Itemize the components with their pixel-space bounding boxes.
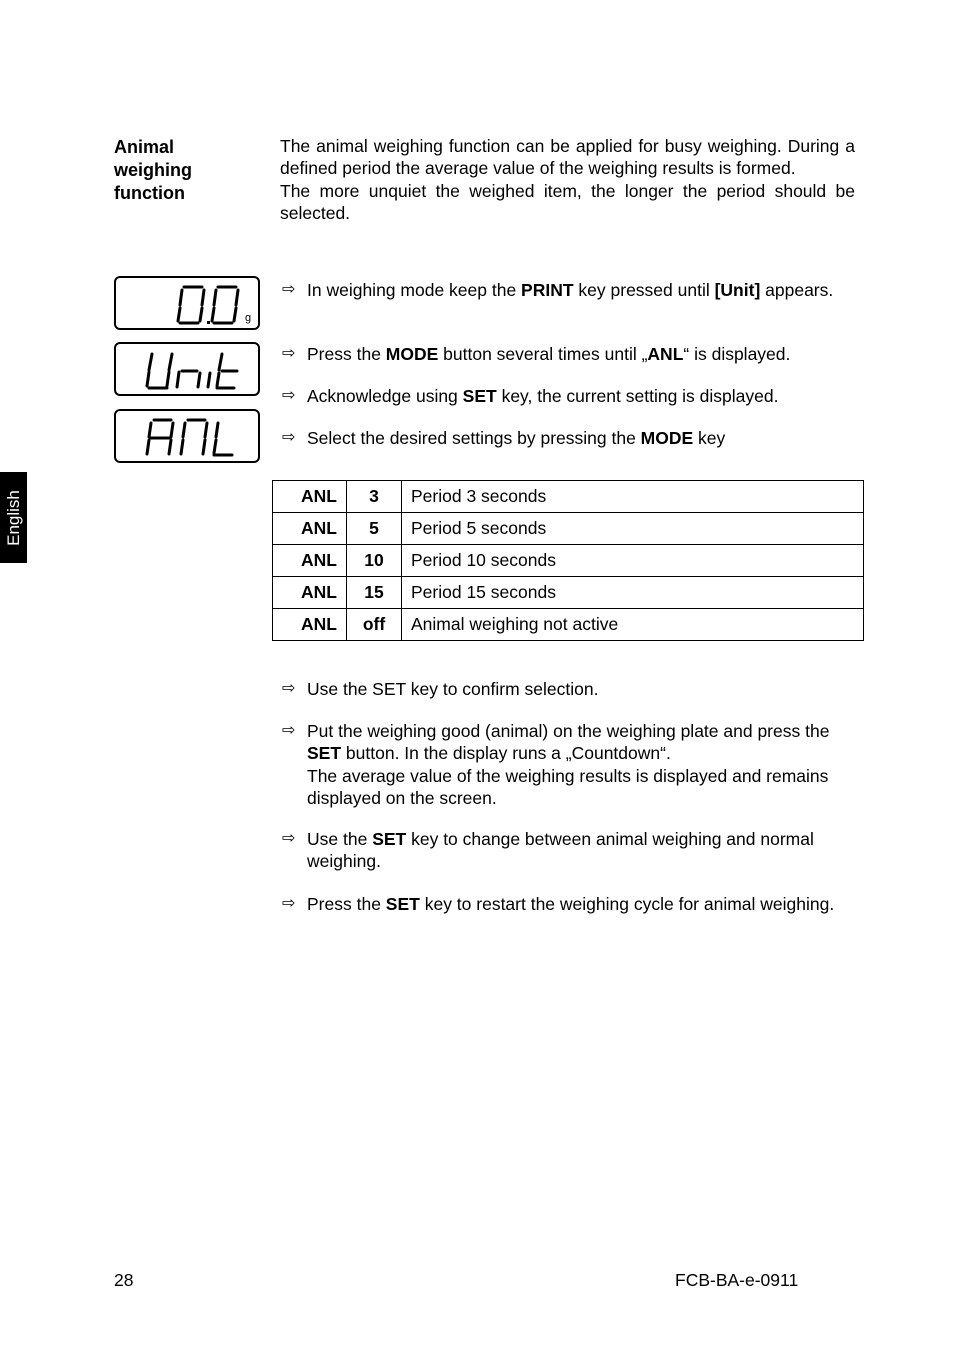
step-fragment: key to change between animal weighing and normal weighing.	[307, 829, 814, 872]
table-cell-code: ANL	[273, 577, 347, 609]
step-text	[307, 829, 814, 871]
arrow-right-icon: ⇨	[282, 722, 296, 739]
section-title-line: Animal	[114, 137, 175, 157]
step-text	[307, 386, 778, 406]
step-fragment: Put the weighing good (animal) on the weighing plate and press the	[307, 721, 830, 741]
step-text	[307, 894, 834, 914]
step-fragment: The average value of the weighing results is displayed and remains displayed on the screen.	[307, 765, 829, 808]
table-row	[273, 481, 864, 513]
display-unit-label	[114, 342, 260, 396]
table-cell-code: ANL	[273, 481, 347, 513]
intro-text	[280, 135, 855, 224]
table-cell-desc: Period 5 seconds	[402, 513, 864, 545]
step-fragment: “ is displayed.	[683, 344, 791, 364]
table-cell-code: ANL	[273, 545, 347, 577]
step-fragment: Use the SET key to confirm selection.	[307, 679, 599, 699]
lcd-digits-anl	[116, 411, 262, 465]
step-fragment: key pressed until	[573, 280, 715, 300]
step-item	[282, 279, 857, 301]
arrow-right-icon: ⇨	[282, 281, 296, 298]
step-fragment: Select the desired settings by pressing the	[307, 428, 641, 448]
arrow-right-icon: ⇨	[282, 387, 296, 404]
arrow-right-icon: ⇨	[282, 895, 296, 912]
table-cell-code: ANL	[273, 609, 347, 641]
step-keyword: SET	[462, 386, 497, 406]
arrow-right-icon: ⇨	[282, 429, 296, 446]
arrow-right-icon: ⇨	[282, 830, 296, 847]
step-item	[282, 343, 857, 365]
lcd-digits-unit	[116, 344, 262, 398]
step-fragment: key, the current setting is displayed.	[496, 386, 779, 406]
step-keyword: MODE	[640, 428, 694, 448]
table-row	[273, 577, 864, 609]
language-tab	[0, 472, 27, 563]
table-cell-desc: Period 10 seconds	[402, 545, 864, 577]
arrow-right-icon: ⇨	[282, 345, 296, 362]
step-fragment: Acknowledge using	[307, 386, 463, 406]
step-fragment: appears.	[760, 280, 834, 300]
step-keyword: SET	[385, 894, 420, 914]
table-cell-code: ANL	[273, 513, 347, 545]
step-item	[282, 427, 857, 449]
arrow-right-icon: ⇨	[282, 680, 296, 697]
step-item	[282, 893, 857, 915]
step-item	[282, 678, 857, 700]
section-title-line: function	[114, 183, 185, 203]
display-anl	[114, 409, 260, 463]
table-row	[273, 609, 864, 641]
step-text	[307, 280, 833, 300]
step-fragment: key to restart the weighing cycle for animal weighing.	[419, 894, 835, 914]
step-item	[282, 720, 857, 809]
table-row	[273, 545, 864, 577]
intro-paragraph: The more unquiet the weighed item, the longer the period should be selected.	[280, 180, 855, 223]
section-title-line: weighing	[114, 160, 192, 180]
step-keyword: [Unit]	[714, 280, 761, 300]
step-fragment: Press the	[307, 894, 386, 914]
page-number: 28	[114, 1270, 134, 1290]
step-fragment: button. In the display runs a „Countdown“.	[341, 743, 671, 764]
table-cell-value: 15	[347, 577, 402, 609]
table-cell-value: 10	[347, 545, 402, 577]
intro-paragraph: The animal weighing function can be applied for busy weighing. During a defined period the average value of the weighing results is formed.	[280, 136, 855, 179]
document-id: FCB-BA-e-0911	[675, 1270, 799, 1290]
display-zero	[114, 276, 260, 330]
language-tab-label: English	[3, 489, 23, 546]
step-item	[282, 828, 857, 873]
step-fragment: key	[693, 428, 726, 448]
step-keyword: SET	[372, 829, 407, 849]
table-cell-value: 3	[347, 481, 402, 513]
step-fragment: In weighing mode keep the	[307, 280, 522, 300]
period-table	[272, 480, 864, 641]
step-keyword: ANL	[647, 344, 684, 364]
step-fragment: button several times until „	[438, 344, 648, 364]
step-item	[282, 385, 857, 407]
display-unit: g	[245, 312, 252, 324]
table-cell-desc: Period 3 seconds	[402, 481, 864, 513]
step-keyword: SET	[307, 743, 342, 764]
table-cell-value: 5	[347, 513, 402, 545]
step-fragment: Press the	[307, 344, 386, 364]
step-text	[307, 428, 725, 448]
step-keyword: PRINT	[521, 280, 574, 300]
table-row	[273, 513, 864, 545]
lcd-digits-zero	[116, 278, 262, 332]
step-text	[307, 344, 790, 364]
table-cell-value: off	[347, 609, 402, 641]
step-fragment: Use the	[307, 829, 373, 849]
step-text	[307, 679, 598, 699]
table-cell-desc: Animal weighing not active	[402, 609, 864, 641]
step-keyword: MODE	[385, 344, 439, 364]
section-title	[114, 136, 264, 205]
table-cell-desc: Period 15 seconds	[402, 577, 864, 609]
step-text	[307, 721, 829, 808]
